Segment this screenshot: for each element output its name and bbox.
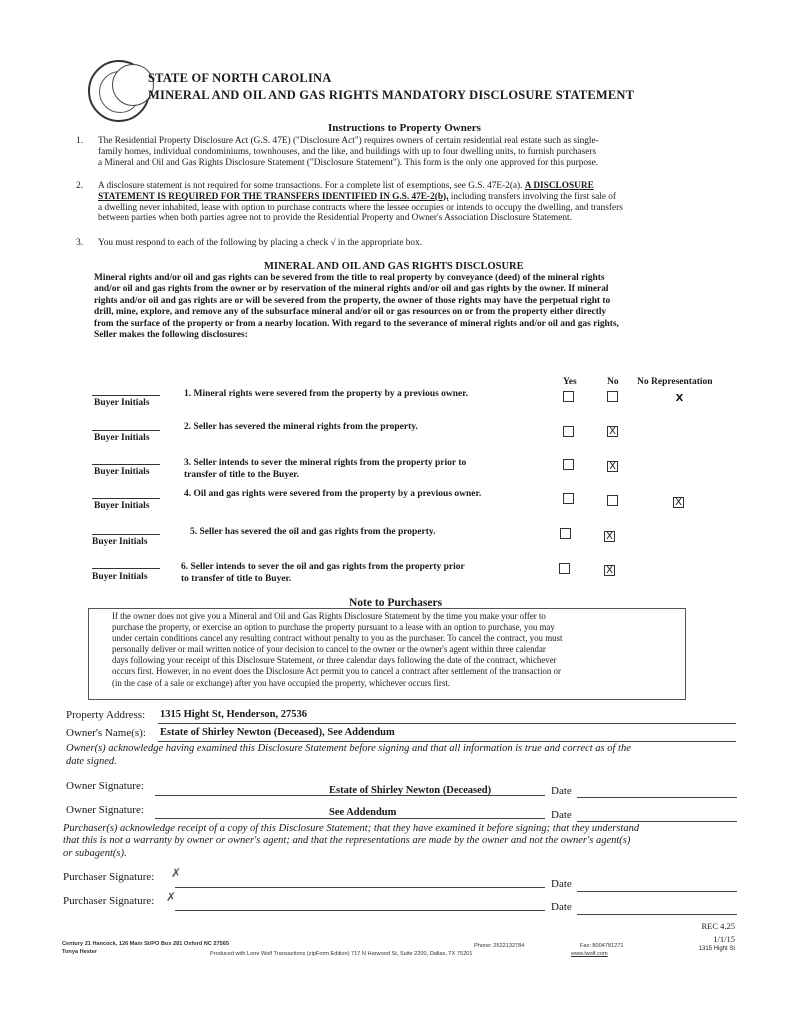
q6-no-checkbox[interactable]: X [604, 565, 615, 576]
footer-website-link[interactable]: www.lwolf.com [571, 951, 608, 957]
q1-norep-checkbox[interactable]: X [675, 393, 684, 404]
instruction-item-2: A disclosure statement is not required for some transactions. For a complete list of exemptions, see G.S. 47E-2(a). A DISCLOSURE STATEMENT IS REQUIRED FOR THE TRANSFERS IDENTIFIED IN G.S. 47E-2(b), including transfers involving the first sale of a dwelling never inhabited, lease with option to purchase contracts where the lessee occupies or intends to occupy the dwelling, and transfers between parties when both parties agree not to provide the Residential Property and Owner's Association Disclosure Statement. [98, 181, 623, 224]
item-number: 2. [76, 181, 84, 191]
buyer-initials-label: Buyer Initials [92, 537, 148, 547]
footer-produced: Produced with Lone Wolf Transactions (zipForm Edition) 717 N Harwood St, Suite 2200, Dallas, TX 75201 [210, 951, 473, 957]
purchaser-date-label: Date [551, 901, 572, 913]
buyer-initials-label: Buyer Initials [94, 501, 150, 511]
question-6: 6. Seller intends to sever the oil and gas rights from the property prior to transfer of title to Buyer. [181, 562, 465, 584]
q3-no-checkbox[interactable]: X [607, 461, 618, 472]
col-no-header: No [607, 377, 619, 387]
owner-date-label: Date [551, 809, 572, 821]
note-text: If the owner does not give you a Mineral and Oil and Gas Rights Disclosure Statement by the time you make your offer to purchase the property, or exercise an option to purchase the property pursuant to a lease with an option to purchase, you may under certain conditions cancel any resulting contract without penalty to you as the purchaser. To cancel the contract, you must personally deliver or mail written notice of your decision to cancel to the owner or the owner's agent within three calendar days following your receipt of this Disclosure Statement, or three calendar days following the date of the contract, whichever occurs first. However, in no event does the Disclosure Act permit you to cancel a contract after settlement of the transaction or (in the case of a sale or exchange) after you have occupied the property, whichever occurs first. [112, 611, 563, 688]
purchaser-signature-label: Purchaser Signature: [63, 871, 155, 883]
item-number: 3. [76, 238, 84, 248]
q5-yes-checkbox[interactable] [560, 528, 571, 539]
buyer-initials-line[interactable] [92, 498, 160, 499]
q1-yes-checkbox[interactable] [563, 391, 574, 402]
owner-signature-value: See Addendum [329, 807, 397, 818]
owner-date-label: Date [551, 785, 572, 797]
item-number: 1. [76, 136, 84, 146]
buyer-initials-label: Buyer Initials [92, 572, 148, 582]
buyer-initials-line[interactable] [92, 534, 160, 535]
q4-yes-checkbox[interactable] [563, 493, 574, 504]
purchaser-signature-line[interactable] [175, 887, 545, 888]
q4-norep-checkbox[interactable]: X [673, 497, 684, 508]
property-address-label: Property Address: [66, 709, 146, 721]
owner-date-line[interactable] [577, 797, 737, 798]
buyer-initials-line[interactable] [92, 464, 160, 465]
col-yes-header: Yes [563, 377, 577, 387]
owner-names-label: Owner's Name(s): [66, 727, 146, 739]
note-heading: Note to Purchasers [349, 597, 443, 609]
footer-fax: Fax: 8004781271 [580, 943, 624, 949]
form-code: REC 4.25 [701, 921, 735, 931]
state-title: STATE OF NORTH CAROLINA [148, 71, 332, 85]
buyer-initials-label: Buyer Initials [94, 467, 150, 477]
owner-signature-label: Owner Signature: [66, 804, 144, 816]
question-5: 5. Seller has severed the oil and gas rights from the property. [190, 527, 436, 537]
q2-no-checkbox[interactable]: X [607, 426, 618, 437]
form-reference: 1315 Hight St [698, 946, 735, 952]
instruction-item-3: You must respond to each of the following by placing a check √ in the appropriate box. [98, 238, 423, 248]
footer-phone: Phone: 2522132784 [474, 943, 525, 949]
purchaser-date-label: Date [551, 878, 572, 890]
footer-brokerage: Century 21 Hancock, 126 Main St/PO Box 281 Oxford NC 27565 [62, 941, 229, 947]
purchaser-signature-label: Purchaser Signature: [63, 895, 155, 907]
col-norep-header: No Representation [637, 377, 713, 387]
buyer-initials-label: Buyer Initials [94, 398, 150, 408]
owner-names-value[interactable]: Estate of Shirley Newton (Deceased), See Addendum [160, 727, 395, 738]
owner-signature-line[interactable] [155, 818, 545, 819]
footer-agent: Tonya Hester [62, 949, 98, 955]
buyer-initials-line[interactable] [92, 568, 160, 569]
form-date: 1/1/15 [713, 934, 735, 944]
buyer-initials-line[interactable] [92, 395, 160, 396]
q3-yes-checkbox[interactable] [563, 459, 574, 470]
q4-no-checkbox[interactable] [607, 495, 618, 506]
question-1: 1. Mineral rights were severed from the property by a previous owner. [184, 389, 468, 399]
sign-here-mark-icon: ✗ [171, 866, 182, 880]
q1-no-checkbox[interactable] [607, 391, 618, 402]
buyer-initials-line[interactable] [92, 430, 160, 431]
question-3: 3. Seller intends to sever the mineral rights from the property prior to transfer of title to the Buyer. [184, 458, 467, 480]
owner-signature-label: Owner Signature: [66, 780, 144, 792]
question-2: 2. Seller has severed the mineral rights from the property. [184, 422, 418, 432]
property-address-value[interactable]: 1315 Hight St, Henderson, 27536 [160, 709, 308, 720]
owner-acknowledgement: Owner(s) acknowledge having examined this Disclosure Statement before signing and that all information is true and correct as of the date signed. [66, 743, 631, 767]
disclosure-heading: MINERAL AND OIL AND GAS RIGHTS DISCLOSURE [264, 261, 524, 272]
owner-date-line[interactable] [577, 821, 737, 822]
purchaser-date-line[interactable] [577, 914, 737, 915]
form-title: MINERAL AND OIL AND GAS RIGHTS MANDATORY DISCLOSURE STATEMENT [148, 88, 635, 102]
purchaser-signature-line[interactable] [175, 910, 545, 911]
instruction-item-1: The Residential Property Disclosure Act (G.S. 47E) ("Disclosure Act") requires owners of certain residential real estate such as single- family homes, individual condominiums, townhouses, and the like, and buildings with up to four dwelling units, to furnish purchasers a Mineral and Oil and Gas Rights Disclosure Statement ("Disclosure Statement"). This form is the only one approved for this purpose. [98, 136, 599, 168]
owner-signature-value: Estate of Shirley Newton (Deceased) [329, 785, 492, 796]
q5-no-checkbox[interactable]: X [604, 531, 615, 542]
sign-here-mark-icon: ✗ [166, 890, 177, 904]
disclosure-paragraph: Mineral rights and/or oil and gas rights can be severed from the title to real property by conveyance (deed) of the mineral rights and/or oil and gas rights from the owner or by reservation of the mineral rights and/or oil and gas rights by the owner. If mineral rights and/or oil and gas rights are or will be severed from the property, the owner of those rights may have the perpetual right to drill, mine, explore, and remove any of the subsurface mineral and/or oil or gas resources on or from the property either directly from the surface of the property or from a nearby location. With regard to the severance of mineral rights and/or oil and gas rights, Seller makes the following disclosures: [94, 273, 619, 341]
q6-yes-checkbox[interactable] [559, 563, 570, 574]
q2-yes-checkbox[interactable] [563, 426, 574, 437]
purchaser-date-line[interactable] [577, 891, 737, 892]
buyer-initials-label: Buyer Initials [94, 433, 150, 443]
owner-names-line [158, 741, 736, 742]
instructions-heading: Instructions to Property Owners [328, 122, 481, 134]
purchaser-acknowledgement: Purchaser(s) acknowledge receipt of a copy of this Disclosure Statement; that they have examined it before signing; that they understand that this is not a warranty by owner or owner's agent; and that the representations are made by the owner and not the owner's agent(s) or subagent(s). [63, 823, 640, 859]
question-4: 4. Oil and gas rights were severed from the property by a previous owner. [184, 489, 482, 499]
property-address-line [158, 723, 736, 724]
